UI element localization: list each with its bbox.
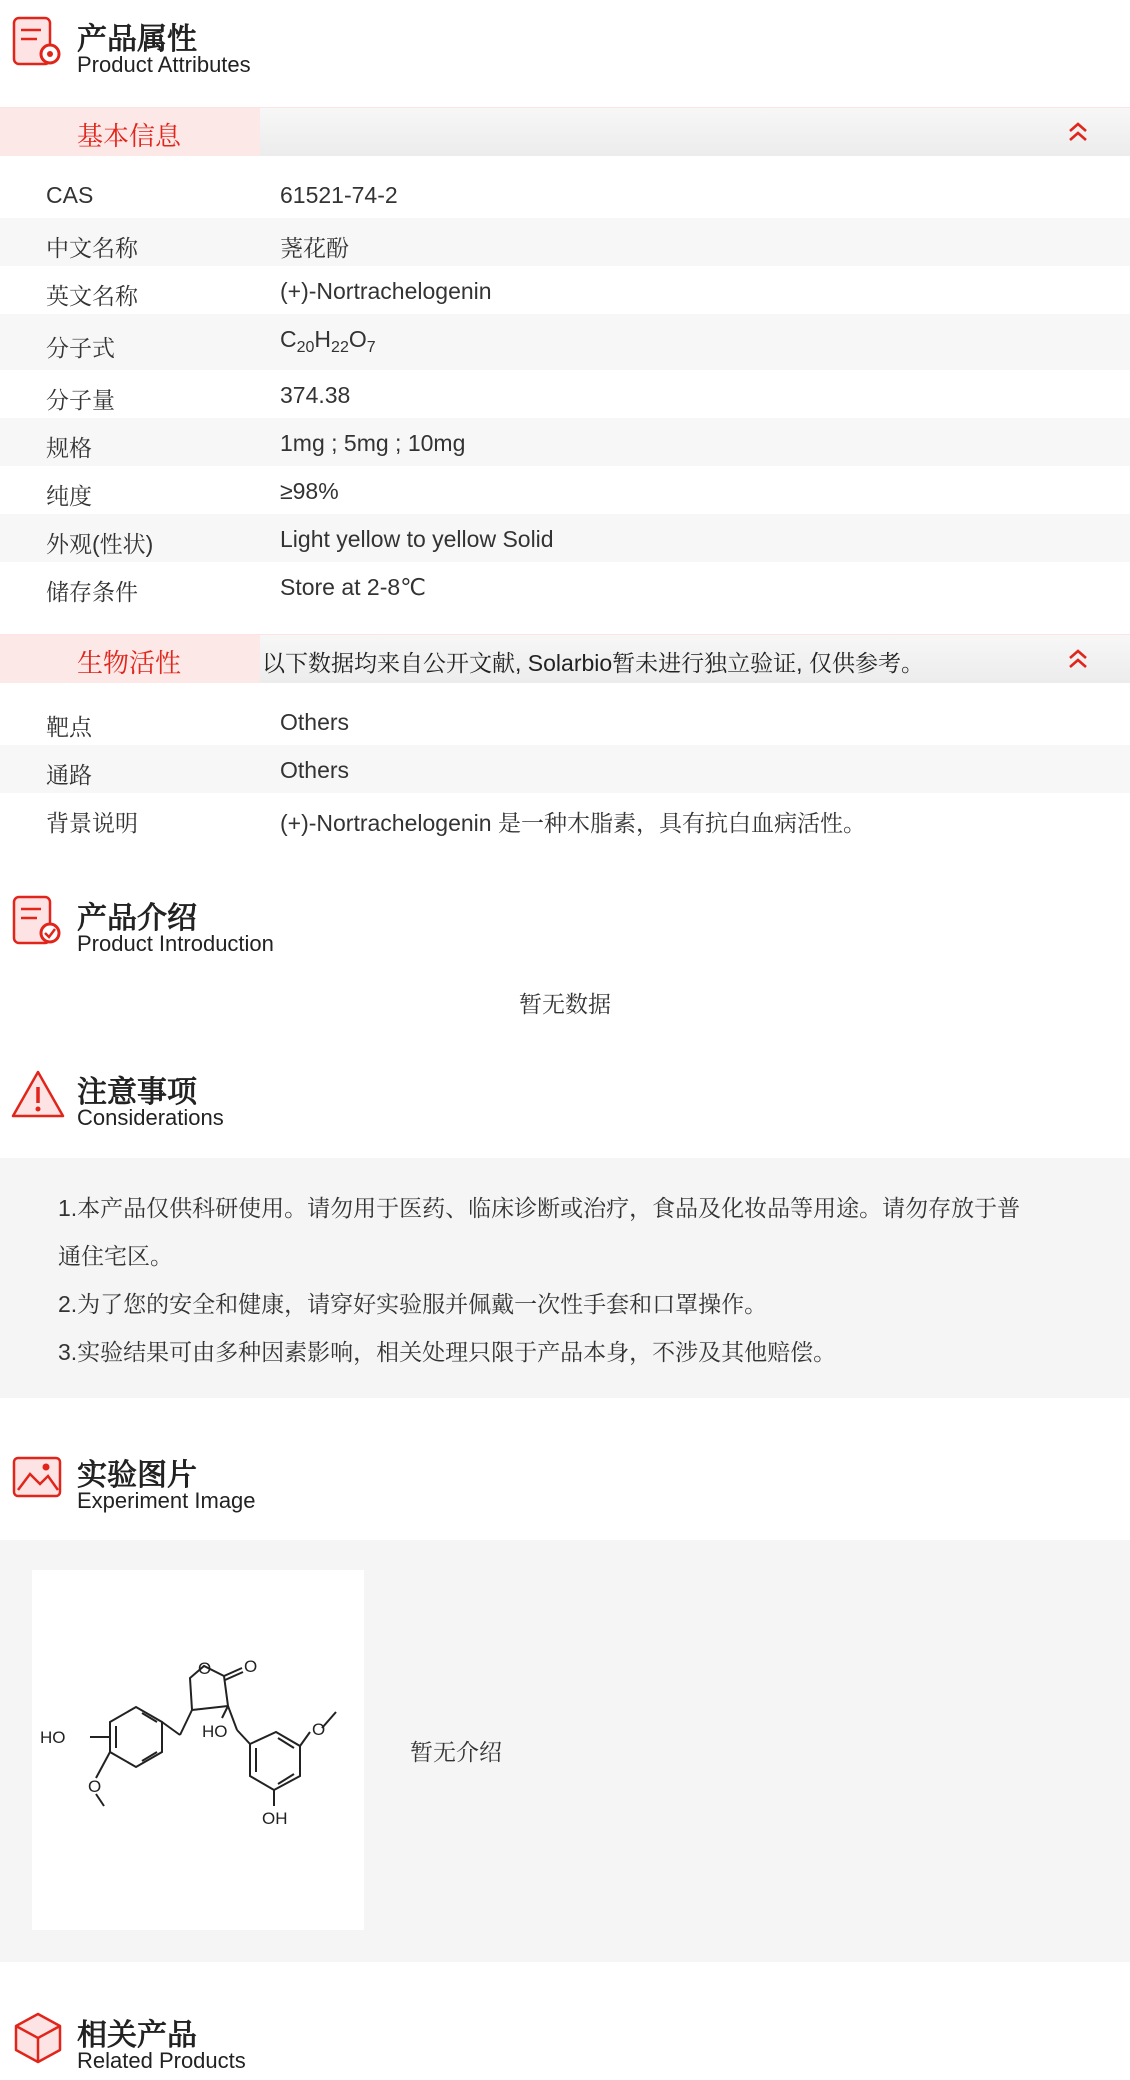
introduction-empty-text: 暂无数据: [519, 991, 611, 1017]
label-ho-mid: HO: [202, 1722, 228, 1741]
box-icon: [10, 2010, 66, 2066]
table-row: [0, 745, 1130, 793]
formula-h: H: [314, 326, 332, 352]
table-row: [0, 562, 1130, 610]
table-row: [0, 514, 1130, 562]
section-title-en: Product Introduction: [77, 931, 274, 956]
table-row: [0, 697, 1130, 745]
bio-value: Others: [280, 757, 350, 783]
table-row: [0, 418, 1130, 466]
attr-value: 61521-74-2: [280, 182, 398, 208]
experiment-empty-text: 暂无介绍: [410, 1739, 502, 1765]
attr-value: ≥98%: [280, 478, 339, 504]
basic-info-tab[interactable]: [0, 108, 260, 156]
attr-value: (+)-Nortrachelogenin: [280, 278, 492, 304]
attr-key: 储存条件: [46, 579, 138, 605]
section-title-en: Product Attributes: [77, 52, 251, 77]
label-oh-bottom: OH: [262, 1809, 288, 1828]
bio-key: 靶点: [46, 714, 92, 740]
attr-key: 分子式: [46, 335, 115, 361]
bio-activity-tab-label: 生物活性: [77, 648, 182, 678]
formula-c-count: 20: [296, 339, 315, 356]
label-ome-right: O: [312, 1720, 326, 1739]
consideration-line: 通住宅区。: [58, 1243, 173, 1269]
attr-key: 规格: [46, 435, 92, 461]
structure-diagram: [32, 1570, 364, 1930]
image-icon: [10, 1450, 66, 1506]
consideration-line: 3.实验结果可由多种因素影响，相关处理只限于产品本身，不涉及其他赔偿。: [58, 1339, 837, 1365]
section-title-cn: 相关产品: [77, 2019, 197, 2052]
formula-o-count: 7: [366, 339, 376, 356]
section-title-cn: 注意事项: [77, 1076, 197, 1109]
basic-info-bar[interactable]: [0, 107, 1130, 156]
table-row: [0, 218, 1130, 266]
consideration-line: 1.本产品仅供科研使用。请勿用于医药、临床诊断或治疗，食品及化妆品等用途。请勿存放于普: [58, 1195, 1021, 1221]
section-title-en: Experiment Image: [77, 1488, 256, 1513]
attr-value: 374.38: [280, 382, 351, 408]
bio-value: Others: [280, 709, 350, 735]
attr-key: 分子量: [46, 387, 115, 413]
table-row: [0, 314, 1130, 370]
table-row: [0, 793, 1130, 841]
section-title-cn: 产品属性: [77, 23, 197, 56]
table-row: [0, 170, 1130, 218]
label-ring-o: O: [198, 1659, 212, 1678]
attr-value: Light yellow to yellow Solid: [280, 526, 554, 552]
chevron-double-up-icon[interactable]: [1066, 647, 1090, 671]
section-title-en: Considerations: [77, 1105, 224, 1130]
section-title-cn: 实验图片: [77, 1459, 197, 1492]
bio-key: 通路: [46, 762, 92, 788]
disclaimer-note: 以下数据均来自公开文献, Solarbio暂未进行独立验证, 仅供参考。: [262, 650, 924, 676]
bio-activity-tab[interactable]: [0, 635, 260, 683]
experiment-box: [0, 1540, 1130, 1962]
section-title-cn: 产品介绍: [77, 902, 197, 935]
formula-o: O: [348, 326, 367, 352]
table-row: [0, 266, 1130, 314]
label-ho-left: HO: [40, 1728, 66, 1747]
attr-key: 纯度: [46, 483, 92, 509]
attr-key: CAS: [46, 182, 94, 208]
basic-info-tab-label: 基本信息: [77, 121, 182, 151]
table-row: [0, 466, 1130, 514]
label-carbonyl-o: O: [244, 1657, 258, 1676]
document-settings-icon: [10, 14, 66, 70]
document-check-icon: [10, 893, 66, 949]
chevron-double-up-icon[interactable]: [1066, 120, 1090, 144]
label-ome-left: O: [88, 1777, 102, 1796]
attr-value: 1mg ; 5mg ; 10mg: [280, 430, 466, 456]
bio-value: (+)-Nortrachelogenin 是一种木脂素，具有抗白血病活性。: [280, 810, 866, 836]
attr-value: Store at 2-8℃: [280, 574, 427, 600]
bio-activity-bar[interactable]: [0, 634, 1130, 683]
chemical-structure-image: [32, 1570, 364, 1930]
attr-key: 中文名称: [46, 235, 138, 261]
table-row: [0, 370, 1130, 418]
attr-value: 荛花酚: [280, 235, 349, 261]
attr-key: 外观(性状): [46, 531, 154, 557]
consideration-line: 2.为了您的安全和健康，请穿好实验服并佩戴一次性手套和口罩操作。: [58, 1291, 768, 1317]
section-title-en: Related Products: [77, 2048, 246, 2073]
bio-key: 背景说明: [46, 810, 138, 836]
considerations-box: [0, 1158, 1130, 1398]
attr-key: 英文名称: [46, 283, 138, 309]
formula-h-count: 22: [331, 339, 349, 356]
warning-icon: [10, 1067, 66, 1123]
molecular-formula: [280, 326, 376, 357]
formula-c: C: [280, 326, 297, 352]
